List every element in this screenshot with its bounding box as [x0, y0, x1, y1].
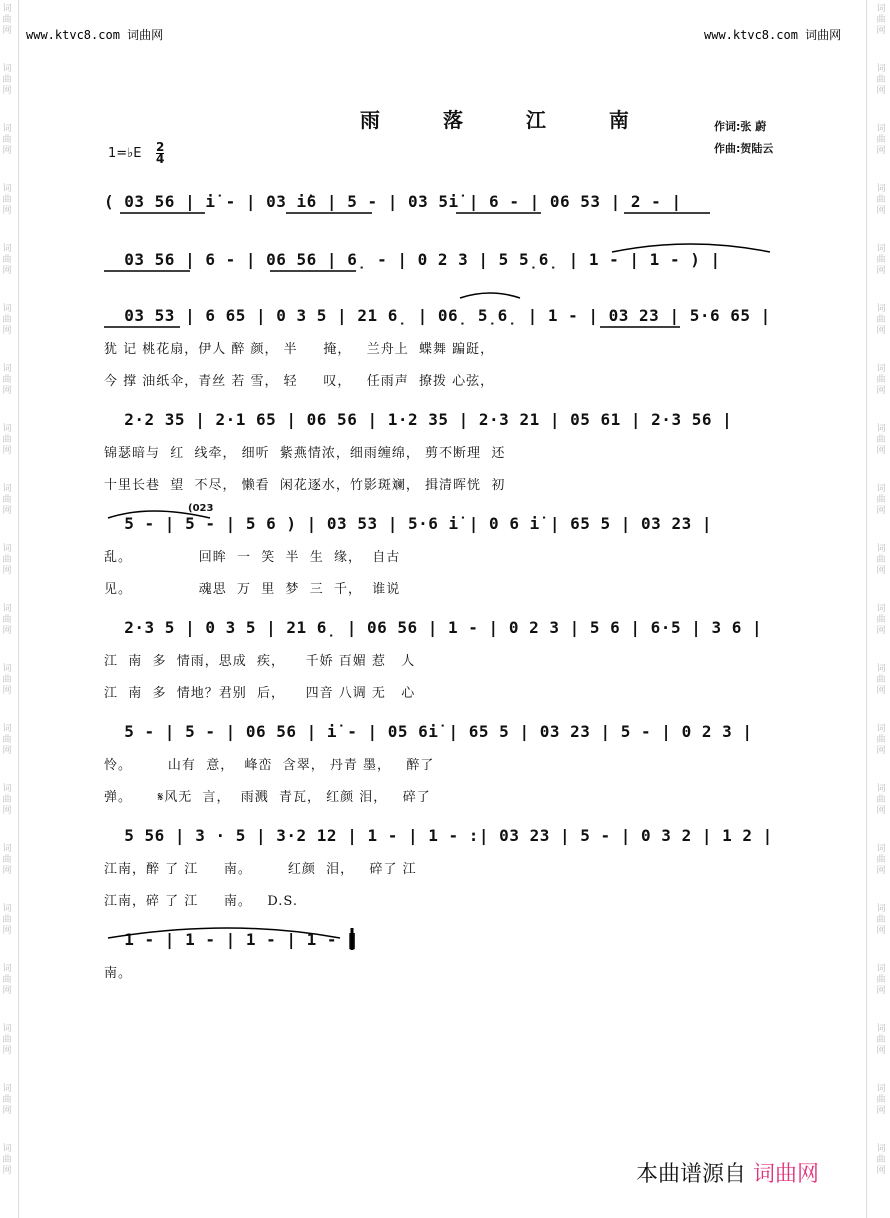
watermark-text: 词曲网 [2, 364, 12, 396]
watermark-text: 词曲网 [2, 904, 12, 936]
watermark-text: 词曲网 [2, 1144, 12, 1176]
header-url-right[interactable]: www.ktvc8.com 词曲网 [704, 28, 842, 42]
watermark-text: 词曲网 [2, 784, 12, 816]
watermark-text: 词曲网 [2, 184, 12, 216]
music-line-4: 2·2 35 | 2·1 65 | 06 56 | 1·2 35 | 2·3 21 | 05 61 | 2·3 56 | [104, 410, 733, 429]
watermark-text: 词曲网 [2, 244, 12, 276]
lyric-line-6-verse-1: 江 南 多 情雨，思成 疾， 千娇 百媚 惹 人 [104, 654, 416, 669]
watermark-text: 词曲网 [2, 1024, 12, 1056]
tie-slur [108, 928, 340, 938]
watermark-text: 词曲网 [2, 4, 12, 36]
watermark-text: 词曲网 [2, 484, 12, 516]
composer-credit: 作曲:贺陆云 [714, 142, 774, 155]
time-signature-top: 2 [156, 140, 165, 154]
music-line-1: ( 03 56 | i̇ - | 03 i̇6 | 5 - | 03 5i̇ | 6 - | 06 53 | 2 - | [104, 192, 682, 211]
watermark-text: 词曲网 [2, 1084, 12, 1116]
watermark-text: 词曲网 [876, 4, 886, 36]
source-brand-link[interactable]: 词曲网 [753, 1162, 820, 1187]
music-line-7: 5 - | 5 - | 06 56 | i̇ - | 05 6i̇ | 65 5 | 03 23 | 5 - | 0 2 3 | [104, 722, 753, 741]
watermark-text: 词曲网 [876, 844, 886, 876]
watermark-text: 词曲网 [2, 424, 12, 456]
lyric-line-7-verse-2: 弹。 𝄋风无 言， 雨溅 青瓦， 红颜 泪， 碎了 [104, 790, 431, 805]
watermark-text: 词曲网 [876, 784, 886, 816]
music-line-2: 03 56 | 6 - | 06 56 | 6̣ - | 0 2 3 | 5 5̣6̣ | 1 - | 1 - ) | [104, 250, 721, 269]
lyric-line-3-verse-1: 犹 记 桃花扇，伊人 醉 颜， 半 掩， 兰舟上 蝶舞 蹁跹， [104, 342, 495, 357]
watermark-text: 词曲网 [2, 664, 12, 696]
music-line-9: 1 - | 1 - | 1 - | 1 - ‖ [104, 930, 358, 949]
grace-notes: (023 [188, 503, 214, 514]
watermark-text: 词曲网 [2, 844, 12, 876]
lyric-line-5-verse-1: 乱。 回眸 一 笑 半 生 缘， 自古 [104, 550, 401, 565]
header-url-left[interactable]: www.ktvc8.com 词曲网 [26, 28, 164, 42]
watermark-text: 词曲网 [2, 964, 12, 996]
source-label: 本曲谱源自 [636, 1162, 747, 1187]
music-line-5: 5 - | 5 - | 5 6 ) | 03 53 | 5·6 i̇ | 0 6 i̇ | 65 5 | 03 23 | [104, 514, 712, 533]
watermark-text: 词曲网 [876, 724, 886, 756]
watermark-text: 词曲网 [2, 304, 12, 336]
watermark-text: 词曲网 [876, 544, 886, 576]
watermark-text: 词曲网 [876, 1084, 886, 1116]
watermark-text: 词曲网 [2, 64, 12, 96]
watermark-text: 词曲网 [876, 364, 886, 396]
watermark-text: 词曲网 [876, 184, 886, 216]
music-line-3: 03 53 | 6 65 | 0 3 5 | 21 6̣ | 06̣ 5̣6̣ | 1 - | 03 23 | 5·6 65 | [104, 306, 771, 325]
watermark-text: 词曲网 [876, 64, 886, 96]
lyric-line-4-verse-1: 锦瑟暗与 红 线牵， 细听 紫燕情浓，细雨缠绵， 剪不断理 还 [104, 446, 506, 461]
watermark-text: 词曲网 [876, 124, 886, 156]
watermark-text: 词曲网 [876, 304, 886, 336]
watermark-text: 词曲网 [876, 964, 886, 996]
watermark-text: 词曲网 [2, 604, 12, 636]
watermark-text: 词曲网 [876, 604, 886, 636]
lyric-line-8-verse-2: 江南，碎 了 江 南。 D.S. [104, 894, 298, 909]
tie-slur [108, 511, 210, 518]
lyric-line-8-verse-1: 江南，醉 了 江 南。 红颜 泪， 碎了 江 [104, 862, 417, 877]
lyric-line-6-verse-2: 江 南 多 情地？君别 后， 四音 八调 无 心 [104, 686, 416, 701]
watermark-text: 词曲网 [876, 1024, 886, 1056]
time-signature-bottom: 4 [156, 152, 165, 166]
tie-slur [460, 293, 520, 298]
watermark-text: 词曲网 [876, 484, 886, 516]
watermark-text: 词曲网 [2, 544, 12, 576]
tie-slur [612, 244, 770, 252]
watermark-text: 词曲网 [2, 724, 12, 756]
watermark-text: 词曲网 [876, 244, 886, 276]
watermark-text: 词曲网 [876, 1144, 886, 1176]
watermark-text: 词曲网 [876, 424, 886, 456]
music-line-8: 5 56 | 3 · 5 | 3·2 12 | 1 - | 1 - :| 03 23 | 5 - | 0 3 2 | 1 2 | [104, 826, 773, 845]
music-line-6: 2·3 5 | 0 3 5 | 21 6̣ | 06 56 | 1 - | 0 2 3 | 5 6 | 6·5 | 3 6 | [104, 618, 763, 637]
watermark-text: 词曲网 [876, 904, 886, 936]
lyric-line-5-verse-2: 见。 魂思 万 里 梦 三 千， 谁说 [104, 582, 401, 597]
source-footer [636, 1157, 819, 1188]
song-title: 雨 落 江 南 [360, 108, 657, 132]
key-signature: 1=♭E [108, 146, 142, 161]
watermark-text: 词曲网 [2, 124, 12, 156]
watermark-text: 词曲网 [876, 664, 886, 696]
lyric-line-7-verse-1: 怜。 山有 意， 峰峦 含翠， 丹青 墨， 醉了 [104, 758, 435, 773]
lyric-line-3-verse-2: 今 撑 油纸伞，青丝 若 雪， 轻 叹， 任雨声 撩拨 心弦， [104, 374, 495, 389]
lyricist-credit: 作词:张 蔚 [714, 120, 767, 133]
lyric-line-4-verse-2: 十里长巷 望 不尽， 懒看 闲花逐水，竹影斑斓， 揖清晖恍 初 [104, 478, 506, 493]
lyric-line-9-verse-1: 南。 [104, 966, 133, 981]
